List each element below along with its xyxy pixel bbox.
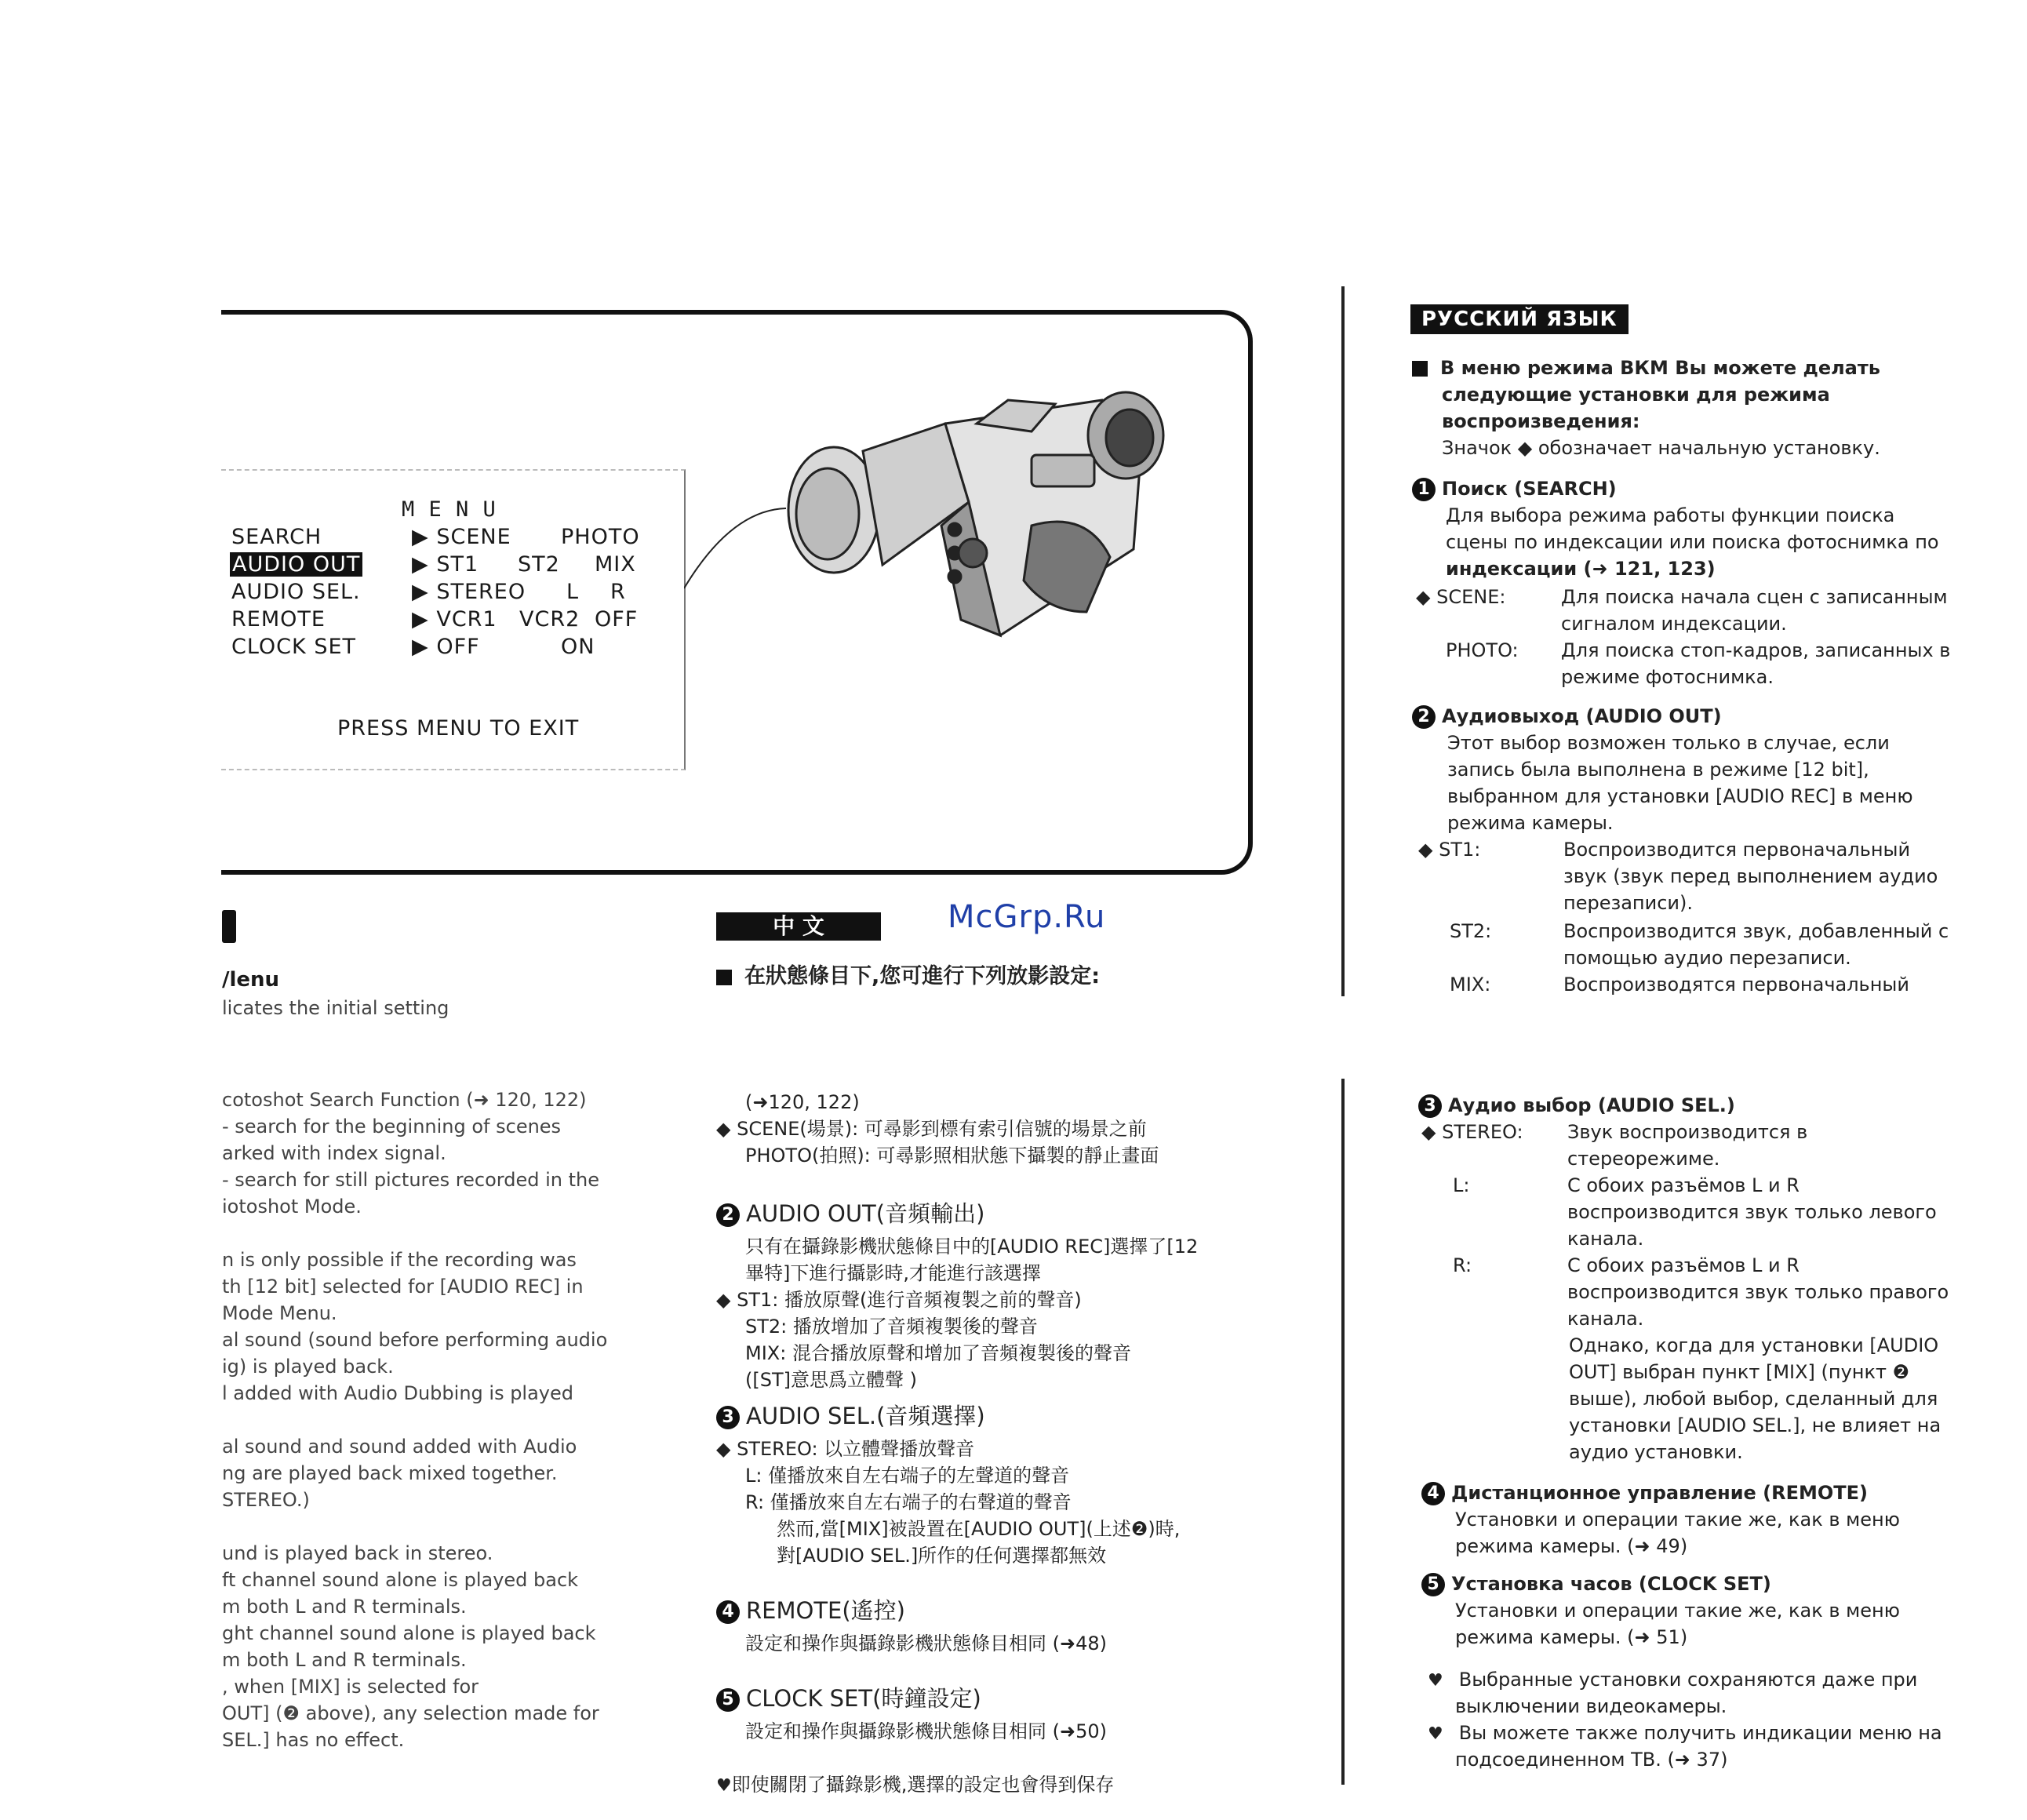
number-4-icon: 4 — [1421, 1482, 1445, 1505]
russian-s3-title — [1418, 1092, 1735, 1119]
menu-opt-vcr1: ▶ VCR1 — [412, 607, 497, 632]
russian-s2-st1-key — [1418, 836, 1480, 863]
chinese-s2-st2: ST2: 播放增加了音頻複製後的聲音 — [745, 1316, 1038, 1338]
heart-bullet-icon: ♥ — [1428, 1724, 1443, 1744]
menu-label-audio-sel: AUDIO SEL. — [231, 580, 361, 604]
english-line: und is played back in stereo. — [222, 1542, 493, 1564]
chinese-s3-r: R: 僅播放來自左右端子的右聲道的聲音 — [745, 1491, 1072, 1513]
russian-s2-st2-key: ST2: — [1450, 920, 1492, 942]
chinese-footer-text: 即使關閉了攝錄影機,選擇的設定也會得到保存 — [731, 1774, 1115, 1796]
english-line: al sound and sound added with Audio — [222, 1436, 577, 1458]
english-line: n is only possible if the recording was — [222, 1249, 577, 1271]
russian-s1-text-1: Для выбора режима работы функции поиска — [1446, 504, 1895, 526]
russian-s3-note-4: установки [AUDIO SEL.], не влияет на — [1569, 1414, 1941, 1436]
diamond-icon: ◆ — [716, 1289, 737, 1311]
camcorder-illustration — [773, 377, 1181, 647]
russian-intro-2: следующие установки для режима — [1442, 384, 1830, 406]
english-line: ght channel sound alone is played back — [222, 1622, 596, 1644]
english-line: l added with Audio Dubbing is played — [222, 1382, 574, 1404]
chinese-photo: PHOTO(拍照): 可尋影照相狀態下攝製的靜止畫面 — [745, 1145, 1159, 1167]
english-line: al sound (sound before performing audio — [222, 1329, 608, 1351]
russian-s3-stereo-key — [1421, 1119, 1523, 1145]
russian-s5-title — [1421, 1571, 1771, 1597]
chinese-s3-title-text: AUDIO SEL.(音頻選擇) — [746, 1403, 985, 1429]
menu-label-clock-set: CLOCK SET — [231, 635, 357, 659]
chinese-s2-note: ([ST]意思爲立體聲 ) — [745, 1369, 917, 1391]
english-line: , when [MIX] is selected for — [222, 1676, 479, 1698]
chinese-ref1: (➜120, 122) — [745, 1091, 860, 1113]
chinese-s4-title-text: REMOTE(遙控) — [746, 1597, 905, 1624]
english-line: m both L and R terminals. — [222, 1649, 467, 1671]
chinese-s2-title — [716, 1200, 984, 1227]
russian-s5-text-1: Установки и операции такие же, как в меню — [1455, 1600, 1900, 1622]
watermark: McGrp.Ru — [948, 899, 1106, 935]
english-line — [222, 1407, 630, 1433]
russian-s3-note-2: OUT] выбран пункт [MIX] (пункт ❷ — [1569, 1361, 1910, 1383]
english-line: STEREO.) — [222, 1489, 310, 1511]
number-4-icon: 4 — [716, 1600, 740, 1624]
russian-s3-r-2: воспроизводится звук только правого — [1567, 1281, 1949, 1303]
column-divider-bottom — [1341, 1079, 1345, 1785]
russian-s2-st1-2: звук (звук перед выполнением аудио — [1563, 865, 1938, 887]
diamond-icon: ◆ — [716, 1118, 737, 1140]
menu-opt-st2: ST2 — [518, 552, 560, 577]
english-initial-setting: licates the initial setting — [222, 997, 449, 1019]
chinese-s5-text: 設定和操作與攝錄影機狀態條目相同 (➜50) — [745, 1720, 1108, 1742]
russian-s2-st2-1: Воспроизводится звук, добавленный с — [1563, 920, 1949, 942]
english-line: ig) is played back. — [222, 1356, 394, 1378]
menu-opt-photo: PHOTO — [561, 525, 640, 549]
russian-s2-text-4: режима камеры. — [1447, 812, 1614, 834]
menu-opt-l: L — [566, 580, 580, 604]
russian-intro-1 — [1412, 355, 1880, 381]
russian-intro-3: воспроизведения: — [1442, 410, 1640, 432]
chinese-scene-text: SCENE(場景): 可尋影到標有索引信號的場景之前 — [737, 1118, 1147, 1140]
column-divider-top — [1341, 286, 1345, 996]
menu-opt-st1: ▶ ST1 — [412, 552, 479, 577]
chinese-s2-line2: 畢特]下進行攝影時,才能進行該選擇 — [745, 1262, 1041, 1284]
english-line: arked with index signal. — [222, 1142, 446, 1164]
russian-note-1 — [1428, 1666, 1917, 1694]
menu-opt-clock-off: ▶ OFF — [412, 635, 480, 659]
chinese-s2-title-text: AUDIO OUT(音頻輸出) — [746, 1200, 985, 1227]
english-line: ft channel sound alone is played back — [222, 1569, 579, 1591]
number-5-icon: 5 — [1421, 1573, 1445, 1596]
russian-s3-r-1: С обоих разъёмов L и R — [1567, 1254, 1800, 1276]
russian-s1-photo-key: PHOTO: — [1446, 639, 1519, 661]
russian-s4-text-1: Установки и операции такие же, как в меню — [1455, 1509, 1900, 1531]
chinese-s3-note1: 然而,當[MIX]被設置在[AUDIO OUT](上述❷)時, — [777, 1518, 1181, 1540]
russian-s2-mix-1: Воспроизводятся первоначальный — [1563, 974, 1909, 996]
russian-note-2 — [1428, 1720, 1942, 1748]
russian-note-2b: подсоединенном ТВ. (➜ 37) — [1455, 1749, 1728, 1771]
russian-s2-mix-key: MIX: — [1450, 974, 1491, 996]
english-menu-word: /lenu — [222, 968, 280, 992]
chinese-s2-mix: MIX: 混合播放原聲和增加了音頻複製後的聲音 — [745, 1342, 1131, 1364]
russian-s2-st1-1: Воспроизводится первоначальный — [1563, 839, 1911, 861]
menu-opt-off: OFF — [595, 607, 639, 632]
russian-intro-text: В меню режима ВКМ Вы можете делать — [1440, 357, 1880, 379]
russian-s2-text-1: Этот выбор возможен только в случае, если — [1447, 732, 1890, 754]
russian-s1-text-2: сцены по индексации или поиска фотоснимка по — [1446, 531, 1939, 553]
menu-opt-vcr2: VCR2 — [519, 607, 580, 632]
number-2-icon: 2 — [1412, 705, 1436, 729]
diamond-icon: ◆ — [716, 1438, 737, 1460]
menu-opt-scene: ▶ SCENE — [412, 525, 511, 549]
chinese-s4-title — [716, 1597, 905, 1624]
russian-note-1-text: Выбранные установки сохраняются даже при — [1458, 1669, 1918, 1691]
english-heading-bar — [222, 910, 236, 943]
english-line: iotoshot Mode. — [222, 1196, 362, 1218]
russian-note-1b: выключении видеокамеры. — [1455, 1695, 1727, 1717]
russian-s4-title-text: Дистанционное управление (REMOTE) — [1451, 1482, 1869, 1504]
english-line: - search for the beginning of scenes — [222, 1116, 562, 1138]
chinese-intro-text: 在狀態條目下,您可進行下列放影設定: — [744, 964, 1101, 988]
russian-s2-title-text: Аудиовыход (AUDIO OUT) — [1442, 705, 1722, 727]
russian-s1-photo-2: режиме фотоснимка. — [1561, 666, 1774, 688]
menu-opt-mix: MIX — [595, 552, 636, 577]
diamond-icon: ◆ — [1421, 1121, 1443, 1143]
russian-s3-stereo-1: Звук воспроизводится в — [1567, 1121, 1808, 1143]
menu-label-remote: REMOTE — [231, 607, 326, 632]
chinese-intro — [716, 963, 1100, 990]
chinese-footer — [716, 1771, 1114, 1800]
russian-s4-text-2: режима камеры. (➜ 49) — [1455, 1535, 1688, 1557]
russian-s3-l-1: С обоих разъёмов L и R — [1567, 1174, 1800, 1196]
russian-s3-r-key: R: — [1453, 1254, 1472, 1276]
number-2-icon: 2 — [716, 1203, 740, 1227]
russian-s3-l-3: канала. — [1567, 1228, 1644, 1250]
russian-language-tag: РУССКИЙ ЯЗЫК — [1410, 304, 1629, 334]
number-3-icon: 3 — [1418, 1094, 1442, 1118]
english-body — [222, 1087, 630, 1753]
russian-s4-title — [1421, 1480, 1868, 1506]
chinese-s4-text: 設定和操作與攝錄影機狀態條目相同 (➜48) — [745, 1633, 1108, 1654]
russian-s3-title-text: Аудио выбор (AUDIO SEL.) — [1448, 1094, 1735, 1116]
russian-s1-scene-key — [1416, 584, 1505, 610]
russian-s3-stereo-2: стереорежиме. — [1567, 1148, 1720, 1170]
russian-s3-note-3: выше), любой выбор, сделанный для — [1569, 1388, 1938, 1410]
russian-s2-st2-2: помощью аудио перезаписи. — [1563, 947, 1851, 969]
chinese-s2-st1-text: ST1: 播放原聲(進行音頻複製之前的聲音) — [737, 1289, 1082, 1311]
chinese-s3-note2: 對[AUDIO SEL.]所作的任何選擇都無效 — [777, 1545, 1107, 1567]
heart-bullet-icon: ♥ — [716, 1776, 732, 1796]
russian-stereo-key-text: STEREO: — [1442, 1121, 1523, 1143]
menu-label-search: SEARCH — [231, 525, 322, 549]
russian-st1-key-text: ST1: — [1439, 839, 1481, 861]
russian-s1-text-3: индексации (➜ 121, 123) — [1446, 558, 1716, 580]
russian-s1-title-text: Поиск (SEARCH) — [1442, 478, 1617, 500]
square-bullet — [1412, 361, 1428, 377]
menu-title: M E N U — [402, 497, 497, 522]
russian-s2-text-2: запись была выполнена в режиме [12 bit], — [1447, 759, 1869, 781]
russian-s1-photo-1: Для поиска стоп-кадров, записанных в — [1561, 639, 1951, 661]
russian-s3-note-1: Однако, когда для установки [AUDIO — [1569, 1334, 1939, 1356]
russian-s5-text-2: режима камеры. (➜ 51) — [1455, 1626, 1688, 1648]
english-line: SEL.] has no effect. — [222, 1729, 405, 1751]
russian-mark-note: Значок ◆ обозначает начальную установку. — [1442, 437, 1880, 459]
english-line: OUT] (❷ above), any selection made for — [222, 1702, 599, 1724]
russian-s5-title-text: Установка часов (CLOCK SET) — [1451, 1573, 1771, 1595]
english-line — [222, 1513, 630, 1540]
russian-s2-title — [1412, 703, 1722, 730]
english-line: ng are played back mixed together. — [222, 1462, 558, 1484]
english-line: m both L and R terminals. — [222, 1596, 467, 1618]
chinese-scene — [716, 1116, 1147, 1142]
russian-s3-note-5: аудио установки. — [1569, 1441, 1743, 1463]
russian-s3-l-key: L: — [1453, 1174, 1470, 1196]
chinese-s3-stereo — [716, 1436, 974, 1462]
russian-s1-title — [1412, 475, 1617, 502]
menu-opt-stereo: ▶ STEREO — [412, 580, 526, 604]
menu-opt-r: R — [610, 580, 626, 604]
chinese-s2-line1: 只有在攝錄影機狀態條目中的[AUDIO REC]選擇了[12 — [745, 1236, 1199, 1258]
english-line: th [12 bit] selected for [AUDIO REC] in — [222, 1276, 584, 1298]
chinese-s3-l: L: 僅播放來自左右端子的左聲道的聲音 — [745, 1465, 1070, 1487]
english-line: cotoshot Search Function (➜ 120, 122) — [222, 1089, 587, 1111]
russian-s2-text-3: выбранном для установки [AUDIO REC] в меню — [1447, 785, 1913, 807]
english-line: - search for still pictures recorded in the — [222, 1169, 599, 1191]
menu-label-audio-out: AUDIO OUT — [230, 552, 362, 577]
chinese-s5-title-text: CLOCK SET(時鐘設定) — [746, 1685, 981, 1712]
russian-s1-scene-2: сигналом индексации. — [1561, 613, 1787, 635]
heart-bullet-icon: ♥ — [1428, 1671, 1443, 1691]
russian-s2-st1-3: перезаписи). — [1563, 892, 1693, 914]
menu-exit-hint: PRESS MENU TO EXIT — [337, 716, 580, 741]
diamond-icon: ◆ — [1418, 839, 1439, 861]
chinese-s3-stereo-text: STEREO: 以立體聲播放聲音 — [737, 1438, 975, 1460]
number-1-icon: 1 — [1412, 478, 1436, 501]
english-line: Mode Menu. — [222, 1302, 337, 1324]
chinese-language-tag: 中 文 — [716, 912, 881, 941]
russian-s1-scene-1: Для поиска начала сцен с записанным — [1561, 586, 1948, 608]
chinese-s2-st1 — [716, 1287, 1082, 1313]
russian-scene-key-text: SCENE: — [1436, 586, 1506, 608]
number-3-icon: 3 — [716, 1406, 740, 1429]
chinese-s5-title — [716, 1685, 981, 1712]
chinese-s3-title — [716, 1403, 985, 1429]
russian-s3-l-2: воспроизводится звук только левого — [1567, 1201, 1937, 1223]
russian-s3-r-3: канала. — [1567, 1308, 1644, 1330]
diamond-icon: ◆ — [1416, 586, 1437, 608]
english-line — [222, 1220, 630, 1247]
russian-note-2-text: Вы можете также получить индикации меню на — [1458, 1722, 1942, 1744]
number-5-icon: 5 — [716, 1688, 740, 1712]
square-bullet — [716, 970, 732, 985]
menu-opt-clock-on: ON — [561, 635, 595, 659]
